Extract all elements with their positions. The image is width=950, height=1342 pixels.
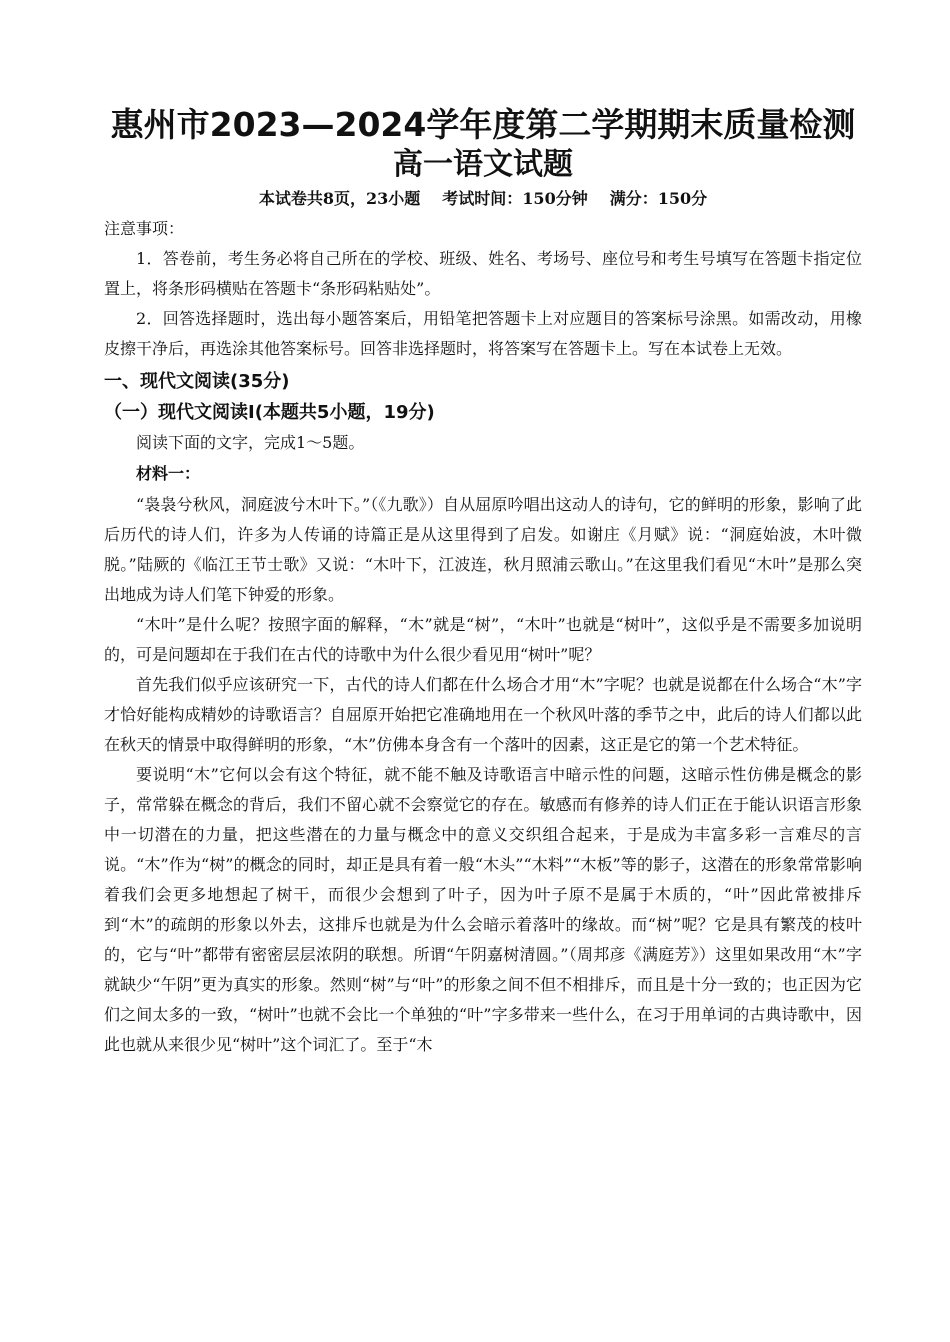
passage-paragraph-4: 要说明“木”它何以会有这个特征，就不能不触及诗歌语言中暗示性的问题，这暗示性仿佛是概念的影子，常常躲在概念的背后，我们不留心就不会察觉它的存在。敏感而有修养的诗人们正在于能认识语言形象中一切潜在的力量，把这些潜在的力量与概念中的意义交织组合起来，于是成为丰富多彩一言难尽的言说。“木”作为“树”的概念的同时，却正是具有着一般“木头”“木料”“木板”等的影子，这潜在的形象常常影响着我们会更多地想起了树干，而很少会想到了叶子，因为叶子原不是属于木质的，“叶”因此常被排斥到“木”的疏朗的形象以外去，这排斥也就是为什么会暗示着落叶的缘故。而“树”呢？它是具有繁茂的枝叶的，它与“叶”都带有密密层层浓阴的联想。所谓“午阴嘉树清圆。”（周邦彦《满庭芳》）这里如果改用“木”字就缺少“午阴”更为真实的形象。然则“树”与“叶”的形象之间不但不相排斥，而且是十分一致的；也正因为它们之间太多的一致，“树叶”也就不会比一个单独的“叶”字多带来一些什么，在习于用单词的古典诗歌中，因此也就从来很少见“树叶”这个词汇了。至于“木 (104, 765, 862, 1054)
info-score: 满分：150分 (609, 189, 708, 208)
passage-paragraph-2: “木叶”是什么呢？按照字面的解释，“木”就是“树”，“木叶”也就是“树叶”，这似乎是不需要多加说明的，可是问题却在于我们在古代的诗歌中为什么很少看见用“树叶”呢？ (104, 615, 862, 664)
passage-paragraph-1: “袅袅兮秋风，洞庭波兮木叶下。”（《九歌》）自从屈原吟唱出这动人的诗句，它的鲜明的形象，影响了此后历代的诗人们，许多为人传诵的诗篇正是从这里得到了启发。如谢庄《月赋》说：“洞庭始波，木叶微脱。”陆厥的《临江王节士歌》又说：“木叶下，江波连，秋月照浦云歌山。”在这里我们看见“木叶”是那么突出地成为诗人们笔下钟爱的形象。 (104, 495, 862, 604)
material-label: 材料一： (136, 464, 201, 483)
exam-subtitle: 高一语文试题 (393, 147, 573, 182)
notice-heading: 注意事项： (104, 219, 185, 238)
subsection-heading: （一）现代文阅读Ⅰ(本题共5小题，19分) (104, 402, 435, 423)
notice-item-1: 1．答卷前，考生务必将自己所在的学校、班级、姓名、考场号、座位号和考生号填写在答题卡指定位置上，将条形码横贴在答题卡“条形码粘贴处”。 (104, 249, 862, 298)
section-heading: 一、现代文阅读(35分) (104, 371, 290, 392)
exam-info (104, 184, 862, 214)
notice-item-2: 2．回答选择题时，选出每小题答案后，用铅笔把答题卡上对应题目的答案标号涂黑。如需改动，用橡皮擦干净后，再选涂其他答案标号。回答非选择题时，将答案写在答题卡上。写在本试卷上无效。 (104, 309, 862, 358)
reading-instruction: 阅读下面的文字，完成1～5题。 (136, 433, 365, 452)
info-pages: 本试卷共8页，23小题 (258, 189, 421, 208)
passage-paragraph-3: 首先我们似乎应该研究一下，古代的诗人们都在什么场合才用“木”字呢？也就是说都在什么场合“木”字才恰好能构成精妙的诗歌语言？自屈原开始把它准确地用在一个秋风叶落的季节之中，此后的诗人们都以此在秋天的情景中取得鲜明的形象，“木”仿佛本身含有一个落叶的因素，这正是它的第一个艺术特征。 (104, 675, 862, 754)
info-time: 考试时间：150分钟 (442, 189, 588, 208)
exam-title: 惠州市2023—2024学年度第二学期期末质量检测 (110, 105, 856, 144)
